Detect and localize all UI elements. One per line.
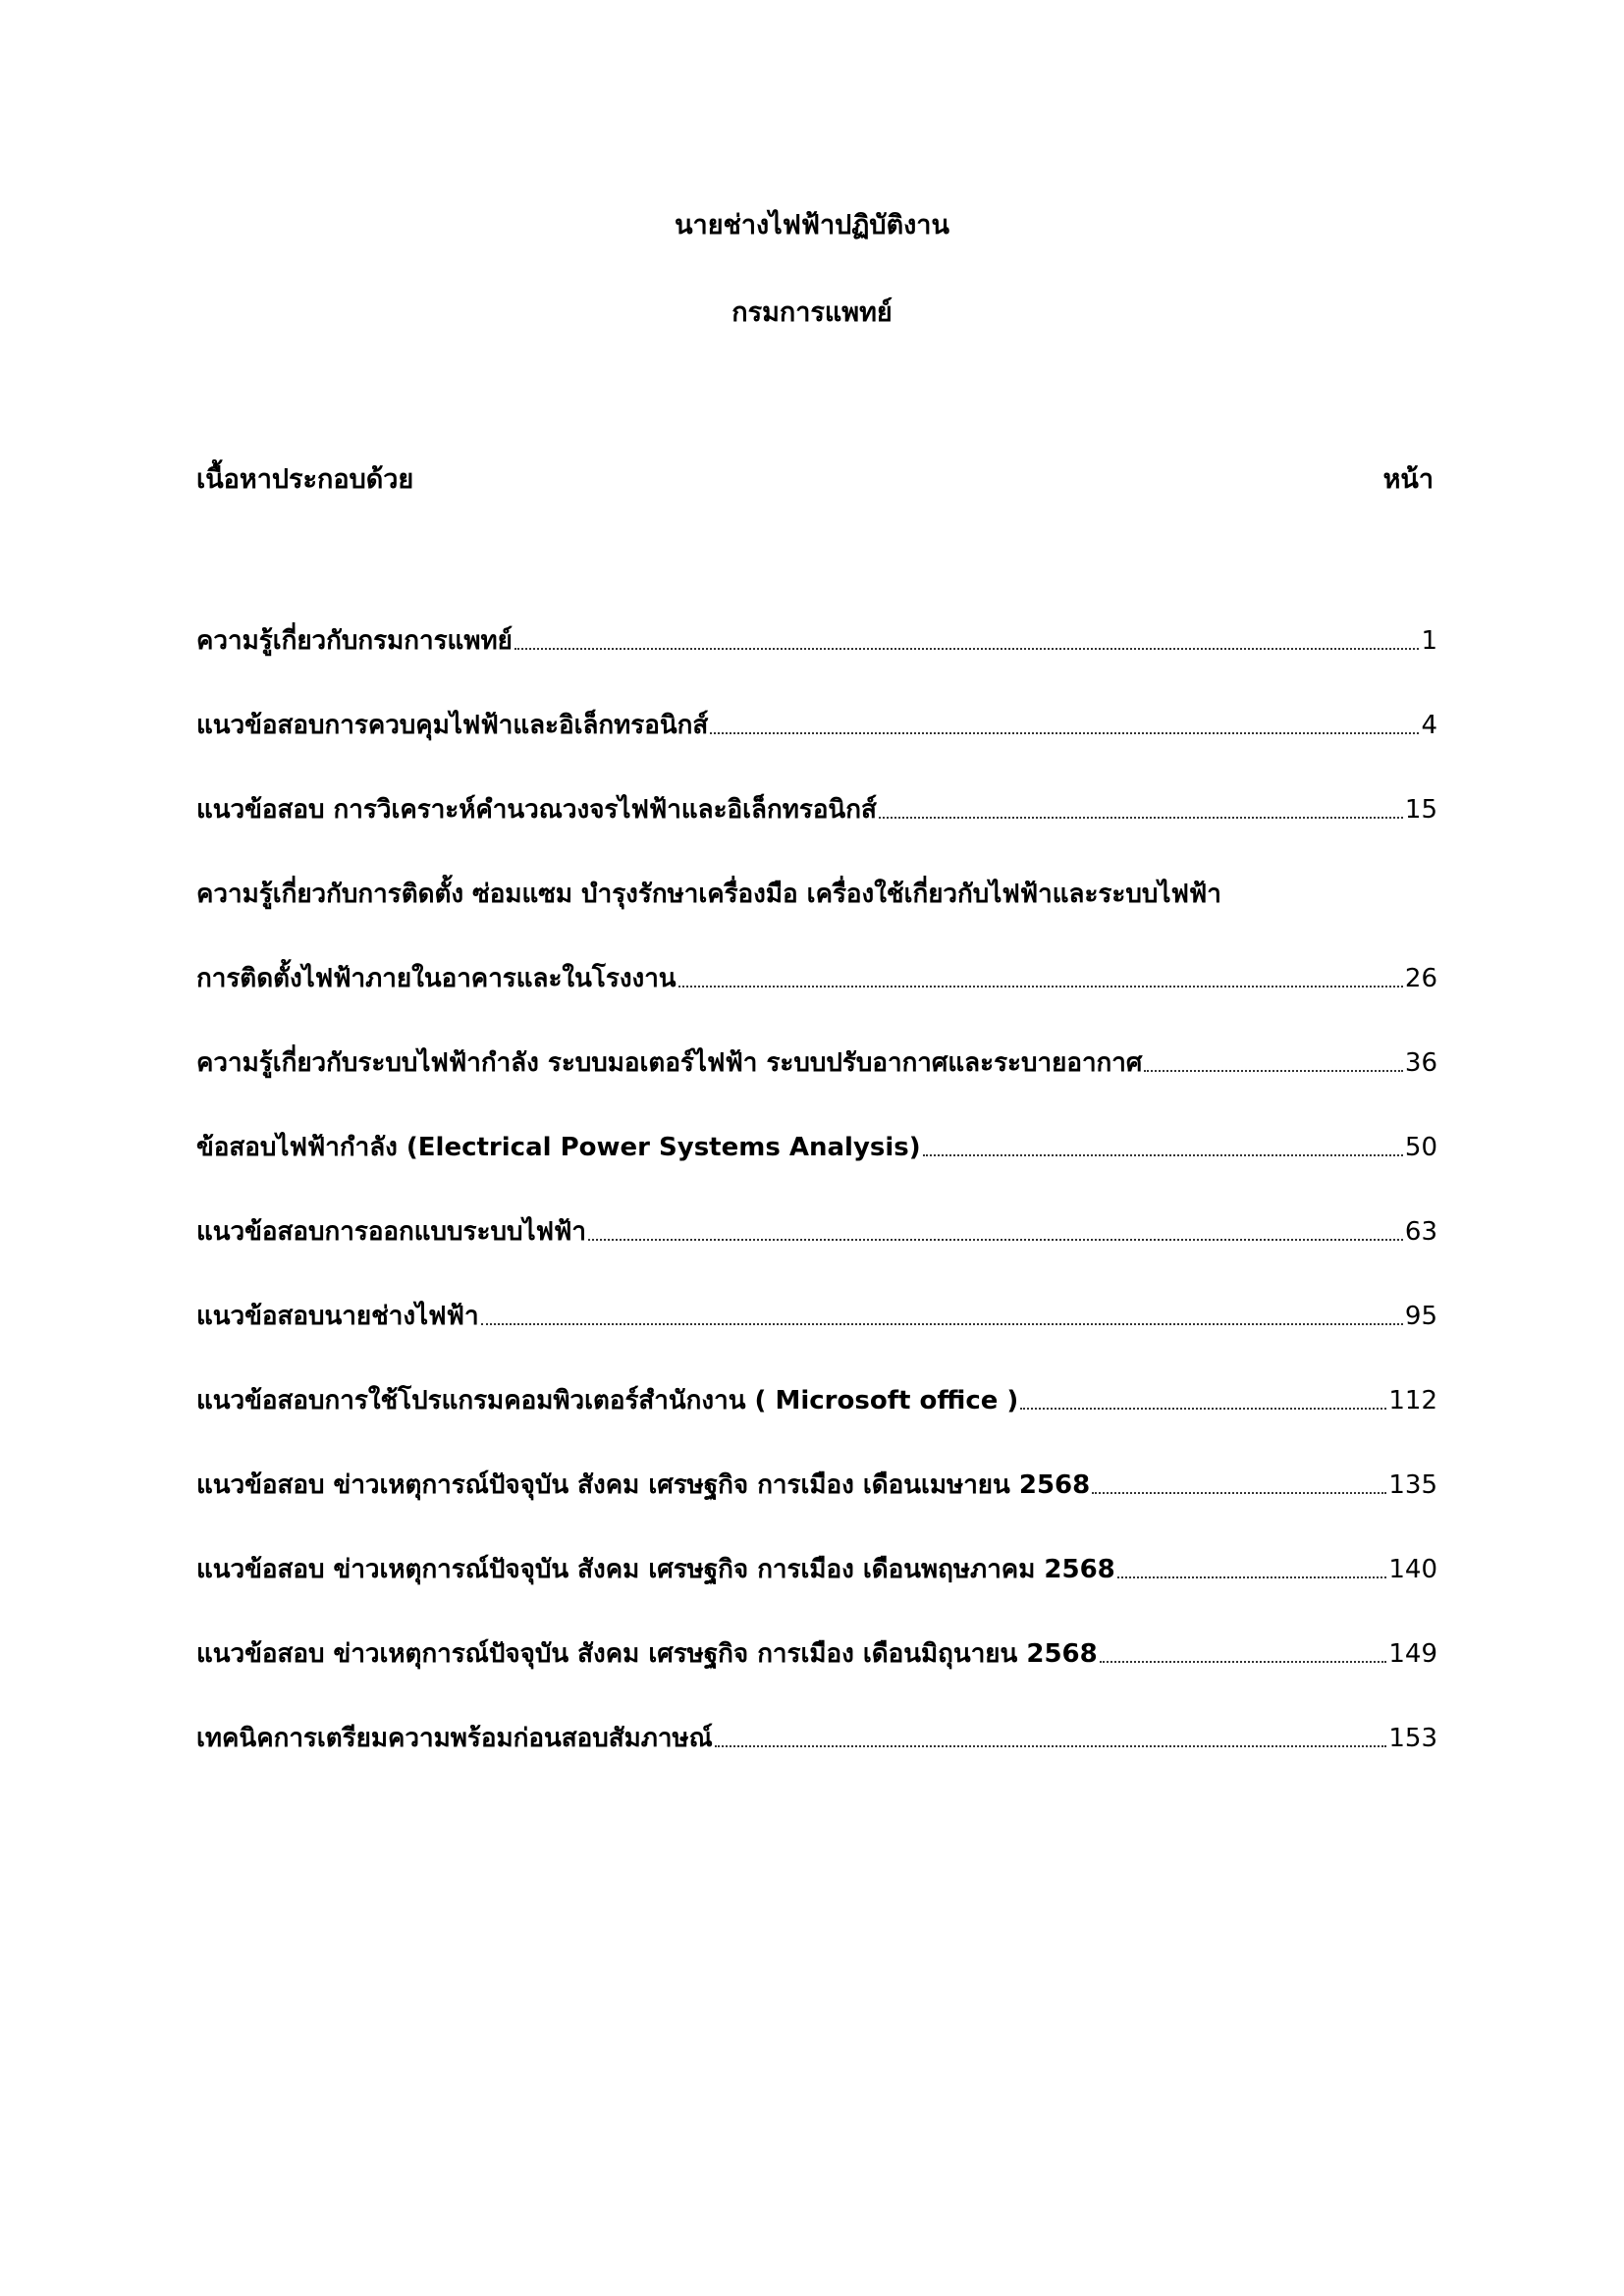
toc-leader-dots: [588, 1238, 1403, 1241]
toc-item[interactable]: [196, 1296, 1437, 1335]
toc-item[interactable]: [196, 1127, 1437, 1166]
toc-item-label: เทคนิคการเตรียมความพร้อมก่อนสอบสัมภาษณ์: [196, 1724, 713, 1753]
toc-leader-dots: [1100, 1660, 1387, 1663]
toc-leader-dots: [514, 647, 1420, 650]
toc-item-label: แนวข้อสอบ ข่าวเหตุการณ์ปัจจุบัน สังคม เศรษฐกิจ การเมือง เดือนเมษายน 2568: [196, 1470, 1091, 1500]
toc-item[interactable]: [196, 1549, 1437, 1588]
toc-item-page: 135: [1388, 1470, 1437, 1500]
toc-item-page: 4: [1421, 711, 1437, 740]
toc-item-label: แนวข้อสอบนายช่างไฟฟ้า: [196, 1302, 479, 1331]
toc-leader-dots: [715, 1744, 1387, 1747]
toc-item-label: ความรู้เกี่ยวกับกรมการแพทย์: [196, 626, 513, 656]
toc-leader-dots: [1092, 1491, 1386, 1494]
document-subtitle: กรมการแพทย์: [731, 297, 893, 328]
toc-item[interactable]: [196, 1211, 1437, 1251]
toc-leader-dots: [678, 985, 1403, 988]
toc-item-page: 95: [1404, 1302, 1437, 1331]
toc-item[interactable]: [196, 1380, 1437, 1419]
toc-item-page: 26: [1404, 964, 1437, 993]
toc-leader-dots: [481, 1322, 1403, 1325]
toc-item-page: 112: [1388, 1386, 1437, 1415]
toc-item-page: 50: [1404, 1133, 1437, 1162]
toc-item[interactable]: [196, 874, 1437, 913]
toc-item-label: แนวข้อสอบ การวิเคราะห์คำนวณวงจรไฟฟ้าและอิเล็กทรอนิกส์: [196, 795, 877, 825]
toc-item-page: 36: [1404, 1048, 1437, 1078]
toc-item-label: แนวข้อสอบ ข่าวเหตุการณ์ปัจจุบัน สังคม เศรษฐกิจ การเมือง เดือนพฤษภาคม 2568: [196, 1555, 1115, 1584]
toc-leader-dots: [1020, 1407, 1386, 1410]
toc-item[interactable]: [196, 958, 1437, 997]
toc-item-page: 153: [1388, 1724, 1437, 1753]
toc-item[interactable]: [196, 1042, 1437, 1082]
toc-leader-dots: [1144, 1069, 1403, 1072]
toc-item[interactable]: [196, 1633, 1437, 1673]
toc-item-label: การติดตั้งไฟฟ้าภายในอาคารและในโรงงาน: [196, 964, 677, 993]
toc-leader-dots: [879, 816, 1403, 819]
toc-leader-dots: [1117, 1575, 1387, 1578]
toc-leader-dots: [923, 1153, 1403, 1156]
toc-header: [196, 457, 1434, 500]
toc-item-label: ความรู้เกี่ยวกับระบบไฟฟ้ากำลัง ระบบมอเตอร์ไฟฟ้า ระบบปรับอากาศและระบายอากาศ: [196, 1048, 1143, 1078]
toc-item[interactable]: [196, 789, 1437, 828]
toc-item[interactable]: [196, 705, 1437, 744]
toc-item-page: 149: [1388, 1639, 1437, 1669]
toc-item-page: 63: [1404, 1217, 1437, 1247]
toc-item[interactable]: [196, 620, 1437, 660]
toc-item-label: แนวข้อสอบการควบคุมไฟฟ้าและอิเล็กทรอนิกส์: [196, 711, 709, 740]
toc-item[interactable]: [196, 1718, 1437, 1757]
toc-page-heading: หน้า: [1382, 464, 1434, 495]
toc-item-label: แนวข้อสอบการใช้โปรแกรมคอมพิวเตอร์สำนักงาน ( Microsoft office ): [196, 1386, 1019, 1415]
toc-item-page: 140: [1388, 1555, 1437, 1584]
document-title: นายช่างไฟฟ้าปฏิบัติงาน: [675, 210, 949, 240]
toc-item-page: 1: [1421, 626, 1437, 656]
toc-item-label: ข้อสอบไฟฟ้ากำลัง (Electrical Power Systems Analysis): [196, 1133, 921, 1162]
toc-leader-dots: [710, 731, 1419, 734]
toc-item[interactable]: [196, 1465, 1437, 1504]
toc-item-page: 15: [1404, 795, 1437, 825]
toc-item-label: ความรู้เกี่ยวกับการติดตั้ง ซ่อมแซม บำรุงรักษาเครื่องมือ เครื่องใช้เกี่ยวกับไฟฟ้าและระบบไฟฟ้า: [196, 880, 1221, 909]
toc-item-label: แนวข้อสอบ ข่าวเหตุการณ์ปัจจุบัน สังคม เศรษฐกิจ การเมือง เดือนมิถุนายน 2568: [196, 1639, 1098, 1669]
toc-item-label: แนวข้อสอบการออกแบบระบบไฟฟ้า: [196, 1217, 586, 1247]
toc-heading: เนื้อหาประกอบด้วย: [196, 464, 414, 495]
